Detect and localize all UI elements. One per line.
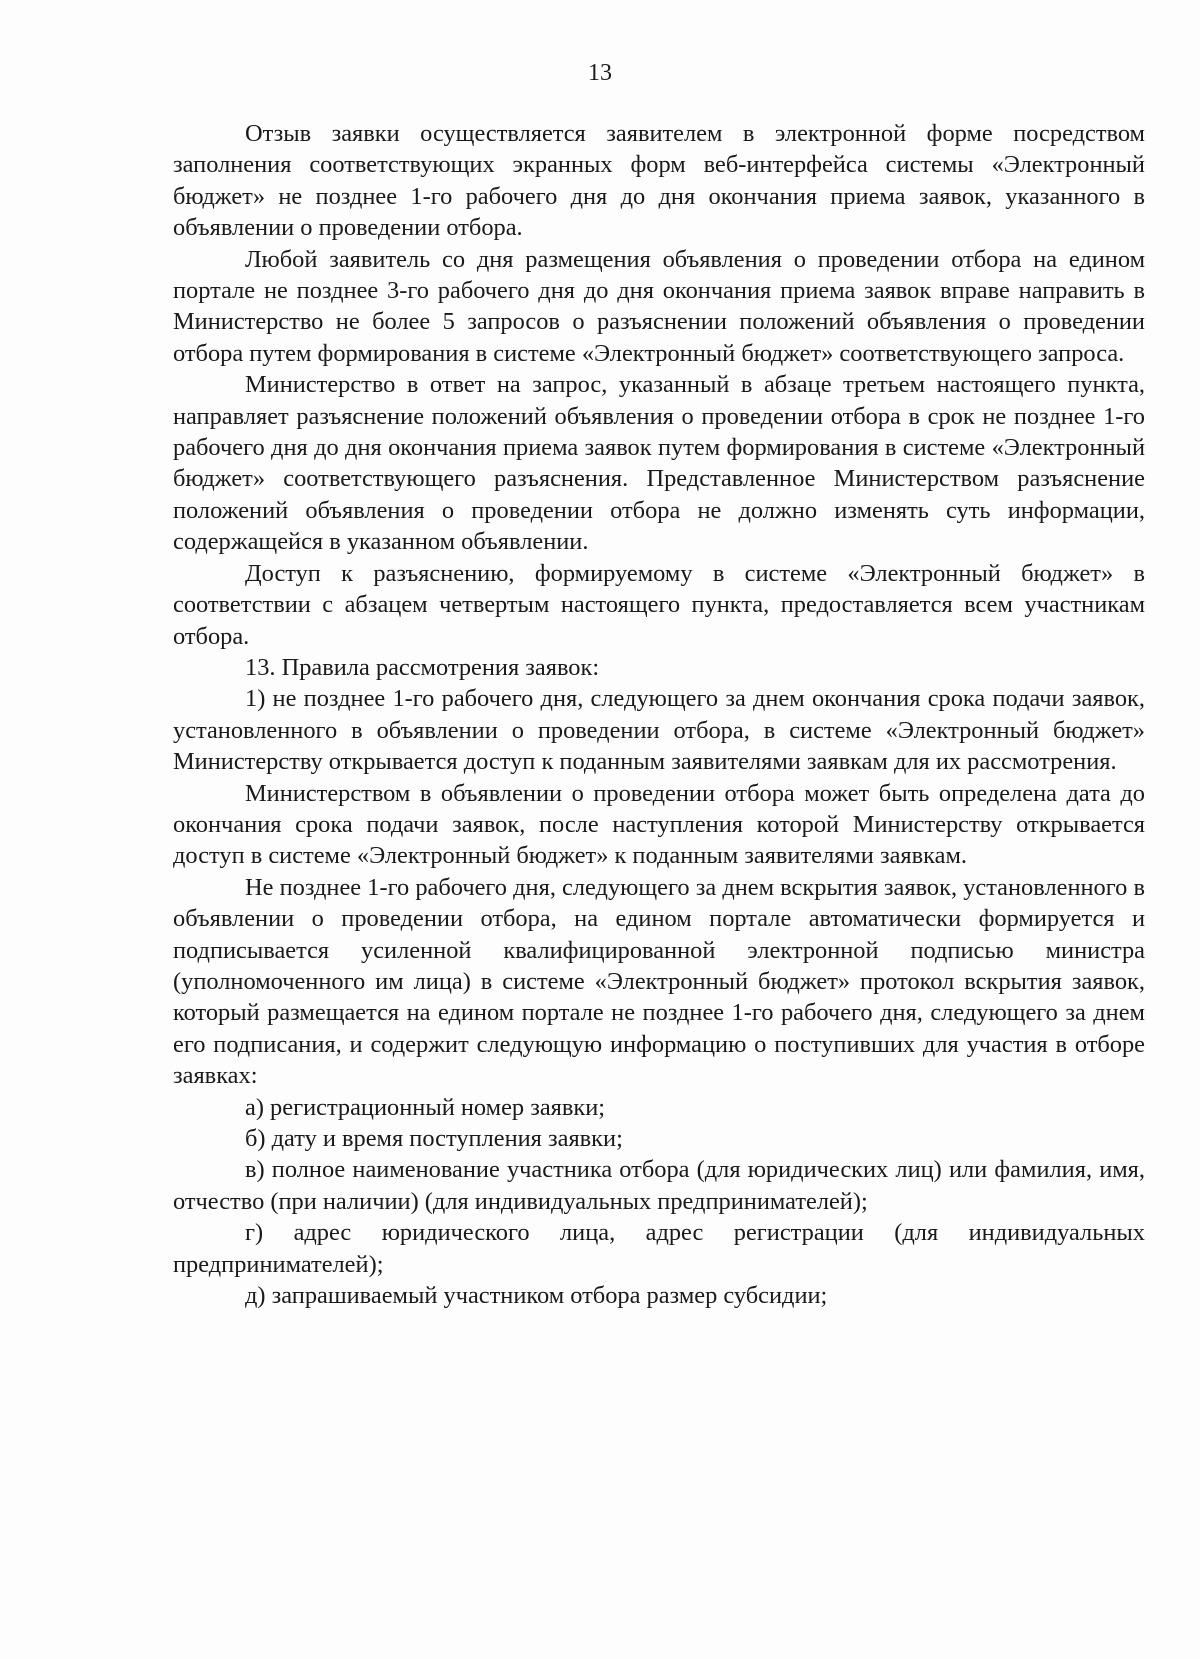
paragraph-item-1-access: 1) не позднее 1-го рабочего дня, следующего за днем окончания срока подачи заявок, установленного в объявлении о проведении отбора, в системе «Электронный бюджет» Министерству открывается доступ к поданным заявителями заявкам для их рассмотрения.: [173, 685, 1145, 776]
paragraph-access-date: Министерством в объявлении о проведении отбора может быть определена дата до окончания срока подачи заявок, после наступления которой Министерству открывается доступ в системе «Электронный бюджет» к поданным заявителями заявкам.: [173, 779, 1145, 870]
list-item-a: а) регистрационный номер заявки;: [245, 1093, 606, 1121]
list-item-b: б) дату и время поступления заявки;: [245, 1125, 623, 1152]
page-number: 13: [588, 60, 612, 86]
paragraph-clarification-requests: Любой заявитель со дня размещения объявления о проведении отбора на едином портале не позднее 3-го рабочего дня до дня окончания приема заявок вправе направить в Министерство не более 5 запросов о разъяснении положений объявления о проведении отбора путем формирования в системе «Электронный бюджет» соответствующего запроса.: [173, 245, 1145, 367]
section-heading-review-rules: 13. Правила рассмотрения заявок:: [245, 653, 600, 681]
paragraph-ministry-response: Министерство в ответ на запрос, указанный в абзаце третьем настоящего пункта, направляет разъяснение положений объявления о проведении отбора в срок не позднее 1-го рабочего дня до дня окончания приема заявок путем формирования в системе «Электронный бюджет» соответствующего разъяснения. Представленное Министерством разъяснение положений объявления о проведении отбора не должно изменять суть информации, содержащейся в указанном объявлении.: [173, 371, 1145, 556]
list-item-d: д) запрашиваемый участником отбора размер субсидии;: [245, 1282, 828, 1310]
list-item-v: в) полное наименование участника отбора (для юридических лиц) или фамилия, имя, отчество (при наличии) (для индивидуальных предпринимателей);: [173, 1156, 1145, 1215]
paragraph-clarification-access: Доступ к разъяснению, формируемому в системе «Электронный бюджет» в соответствии с абзацем четвертым настоящего пункта, предоставляется всем участникам отбора.: [173, 559, 1145, 650]
document-body: [173, 118, 1145, 1311]
paragraph-opening-protocol: Не позднее 1-го рабочего дня, следующего за днем вскрытия заявок, установленного в объявлении о проведении отбора, на едином портале автоматически формируется и подписывается усиленной квалифицированной электронной подписью министра (уполномоченного им лица) в системе «Электронный бюджет» протокол вскрытия заявок, который размещается на едином портале не позднее 1-го рабочего дня, следующего за днем его подписания, и содержит следующую информацию о поступивших для участия в отборе заявках:: [173, 873, 1145, 1090]
list-item-g: г) адрес юридического лица, адрес регистрации (для индивидуальных предпринимателей);: [173, 1219, 1145, 1278]
paragraph-application-withdrawal: Отзыв заявки осуществляется заявителем в электронной форме посредством заполнения соответствующих экранных форм веб-интерфейса системы «Электронный бюджет» не позднее 1-го рабочего дня до дня окончания приема заявок, указанного в объявлении о проведении отбора.: [173, 120, 1145, 242]
